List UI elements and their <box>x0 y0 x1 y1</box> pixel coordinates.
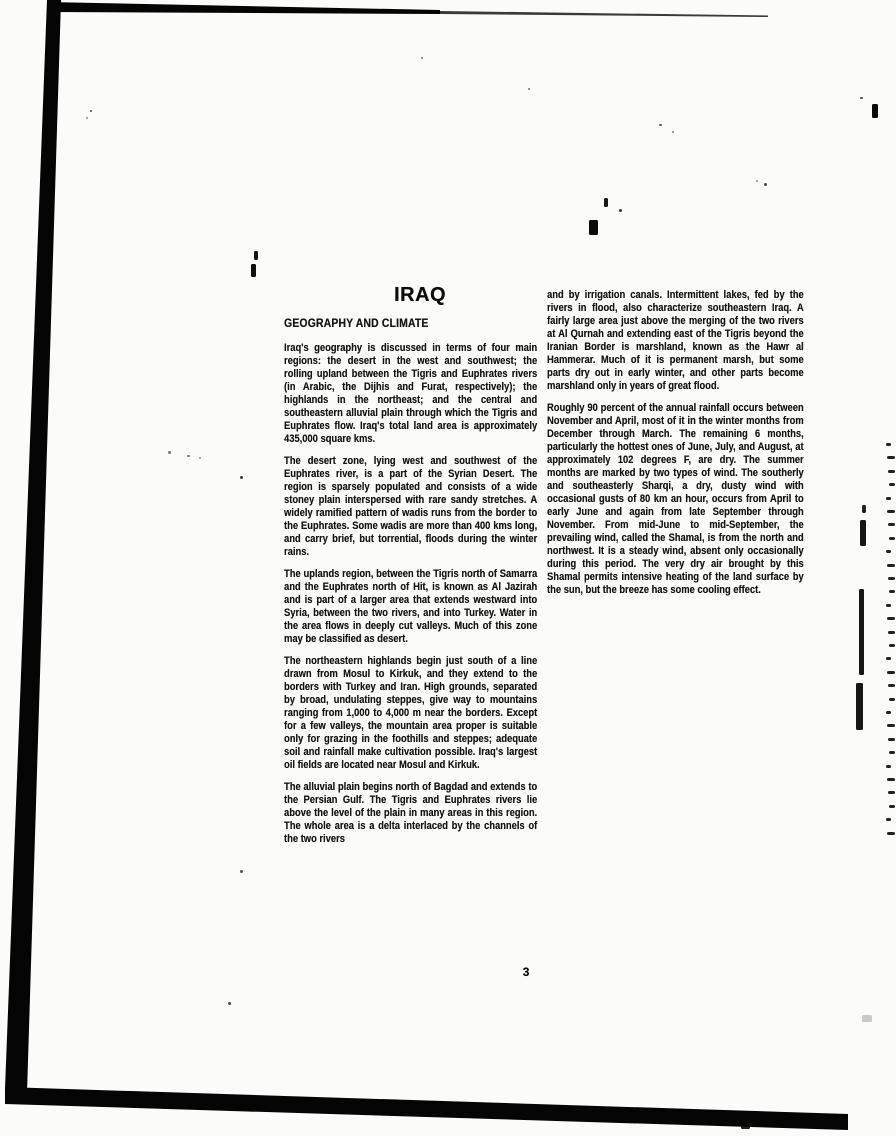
scan-speck <box>889 751 895 754</box>
scan-speck <box>888 631 895 634</box>
scan-speck <box>889 805 895 808</box>
scan-speck <box>886 711 891 714</box>
paragraph-northeastern-highlands: The northeastern highlands begin just south of a line drawn from Mosul to Kirkuk, and they extend to the borders with Turkey and Iran. High grounds, separated by broad, undulating steppes, give way to mountains ranging from 1,000 to 4,000 m near the borders. Except for a few valleys, the mountain area proper is suitable only for grazing in the foothills and steppes; adequate soil and rainfall make cultivation possible. Iraq's largest oil fields are located near Mosul and Kirkuk. <box>284 655 538 771</box>
paragraph-geography-regions: Iraq's geography is discussed in terms of four main regions: the desert in the west and southwest; the rolling upland between the Tigris and Euphrates rivers (in Arabic, the Dijhis and Furat, respectively); the highlands in the northeast; and the central and southeastern alluvial plain through which the Tigris and Euphrates flow. Iraq's total land area is approximately 435,000 square kms. <box>284 342 538 445</box>
right-column <box>547 289 804 606</box>
scan-speck <box>859 589 864 675</box>
scan-speck <box>240 870 243 873</box>
document-title: IRAQ <box>394 284 446 306</box>
scan-speck <box>887 832 895 835</box>
left-scan-edge <box>5 0 61 1093</box>
scan-speck <box>756 180 758 182</box>
scan-speck <box>860 97 863 99</box>
paragraph-rainfall-winds: Roughly 90 percent of the annual rainfall occurs between November and April, most of it in the winter months from December through March. The remaining 6 months, particularly the hottest ones of June, July, and August, at approximately 102 degrees F, are dry. The summer months are marked by two types of wind. The southerly and southeasterly Sharqi, a dry, dusty wind with occasional gusts of 80 km an hour, occurs from April to early June and again from late September through November. From mid-June to mid-September, the prevailing wind, called the Shamal, is from the north and northwest. It is a steady wind, absent only occasionally during this period. The very dry air brought by this Shamal permits intensive heating of the land surface by the sun, but the breeze has some cooling effect. <box>547 402 804 596</box>
scan-speck <box>888 577 895 580</box>
scan-speck <box>886 497 891 500</box>
scan-speck <box>240 476 243 479</box>
scan-speck <box>862 505 866 513</box>
scan-speck <box>888 470 895 473</box>
scan-speck <box>887 671 895 674</box>
left-column <box>284 317 537 855</box>
paragraph-marshland: and by irrigation canals. Intermittent lakes, fed by the rivers in flood, also characterize southeastern Iraq. A fairly large area just above the merging of the two rivers at Al Qurnah and extending east of the Tigris beyond the Iranian Border is marshland, known as the Hawr al Hammerar. Much of it is permanent marsh, but some parts dry out in early winter, and other parts become marshland only in years of great flood. <box>547 289 804 392</box>
scan-speck <box>589 220 598 235</box>
scan-speck <box>659 124 662 126</box>
scan-speck <box>886 604 891 607</box>
scan-speck <box>872 104 878 118</box>
scan-speck <box>860 520 866 546</box>
bottom-scan-edge <box>5 1087 848 1130</box>
scan-speck <box>741 1126 750 1129</box>
scan-speck <box>888 684 895 687</box>
scan-speck <box>86 117 88 119</box>
scan-speck <box>888 738 895 741</box>
scan-speck <box>889 483 895 486</box>
scan-speck <box>886 550 891 553</box>
scan-speck <box>619 209 622 212</box>
top-scan-edge-faint <box>440 11 768 17</box>
scan-speck <box>528 88 530 90</box>
scan-speck <box>889 537 895 540</box>
scan-speck <box>764 183 767 186</box>
paragraph-uplands-region: The uplands region, between the Tigris north of Samarra and the Euphrates north of Hit, is known as Al Jazirah and is part of a larger area that extends westward into Syria, between the two rivers, and into Turkey. Water in the area flows in deeply cut valleys. Much of this zone may be classified as desert. <box>284 568 538 645</box>
scan-speck <box>887 617 895 620</box>
scan-speck <box>886 765 891 768</box>
scan-speck <box>199 457 201 459</box>
scan-speck <box>887 564 895 567</box>
top-scan-edge <box>47 2 440 14</box>
paragraph-alluvial-plain: The alluvial plain begins north of Bagdad and extends to the Persian Gulf. The Tigris and Euphrates rivers lie above the level of the plain in many areas in this region. The whole area is a delta interlaced by the channels of the two rivers <box>284 781 538 845</box>
scan-speck <box>251 264 256 277</box>
scan-speck <box>887 456 895 459</box>
page-number: 3 <box>522 965 530 979</box>
scan-speck <box>887 724 895 727</box>
scan-speck <box>856 683 863 730</box>
scan-speck <box>887 510 895 513</box>
scan-speck <box>90 110 92 112</box>
scan-speck <box>887 778 895 781</box>
scan-speck <box>672 131 674 133</box>
section-heading: GEOGRAPHY AND CLIMATE <box>284 316 429 330</box>
scan-speck <box>254 251 258 260</box>
scan-speck <box>604 198 608 207</box>
scan-speck <box>168 451 171 454</box>
scan-speck <box>228 1002 231 1005</box>
scan-speck <box>889 698 895 701</box>
scan-speck <box>862 1015 872 1022</box>
scan-speck <box>886 818 891 821</box>
scan-speck <box>187 455 190 457</box>
scan-speck <box>889 644 895 647</box>
paragraph-desert-zone: The desert zone, lying west and southwest of the Euphrates river, is a part of the Syrian Desert. The region is sparsely populated and consists of a wide stoney plain interspersed with rare sandy stretches. A widely ramified pattern of wadis runs from the border to the Euphrates. Some wadis are more than 400 kms long, and carry brief, but torrential, floods during the winter rains. <box>284 455 538 558</box>
scan-speck <box>421 57 423 59</box>
scan-speck <box>886 443 891 446</box>
